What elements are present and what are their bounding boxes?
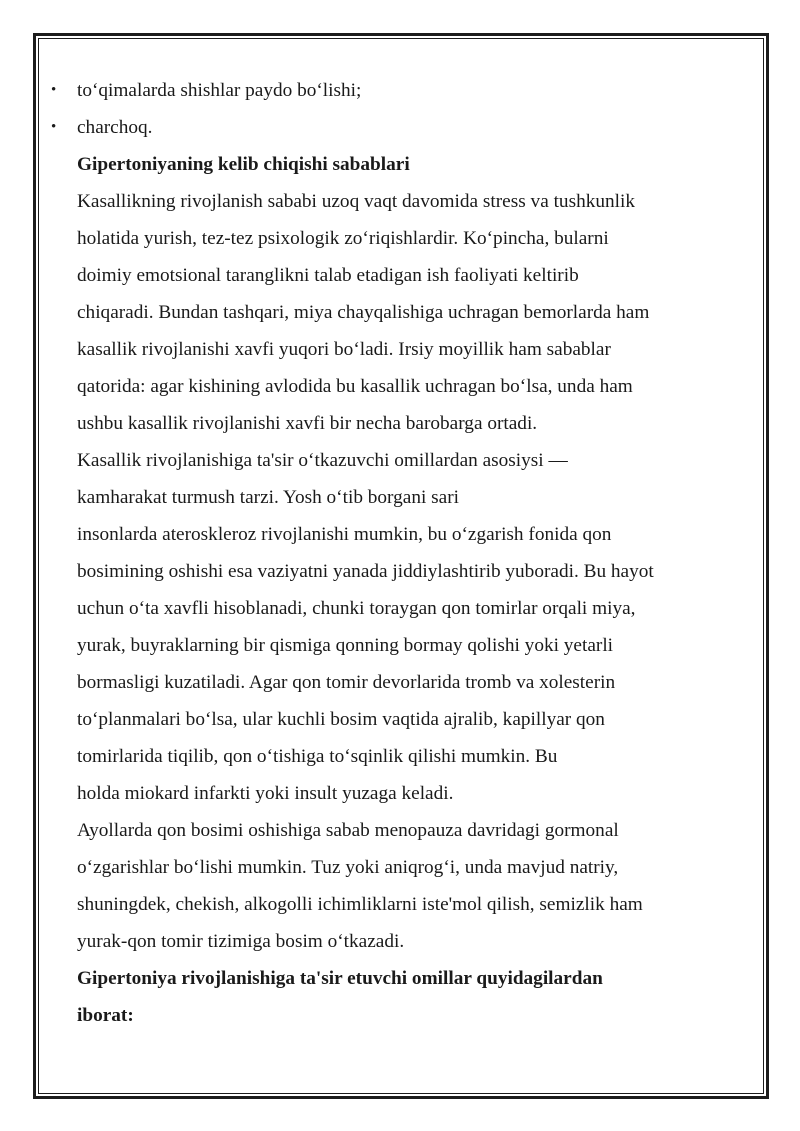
bullet-icon: • (51, 82, 57, 98)
text-line: Ayollarda qon bosimi oshishiga sabab menopauza davridagi gormonal (77, 820, 619, 841)
text-line: yurak-qon tomir tizimiga bosim o‘tkazadi. (77, 931, 405, 952)
symptom-list (51, 72, 727, 146)
list-item (51, 109, 727, 146)
text-line: Kasallik rivojlanishiga ta'sir o‘tkazuvchi omillardan asosiysi — (77, 450, 568, 471)
heading-line: iborat: (77, 1005, 134, 1026)
text-line: qatorida: agar kishining avlodida bu kasallik uchragan bo‘lsa, unda ham (77, 376, 633, 397)
paragraph-causes (77, 183, 727, 442)
paragraph-women (77, 812, 727, 960)
text-line: uchun o‘ta xavfli hisoblanadi, chunki toraygan qon tomirlar orqali miya, (77, 598, 636, 619)
text-line: shuningdek, chekish, alkogolli ichimliklarni iste'mol qilish, semizlik ham (77, 894, 643, 915)
text-line: o‘zgarishlar bo‘lishi mumkin. Tuz yoki aniqrog‘i, unda mavjud natriy, (77, 857, 619, 878)
text-line: kasallik rivojlanishi xavfi yuqori bo‘ladi. Irsiy moyillik ham sabablar (77, 339, 611, 360)
text-line: kamharakat turmush tarzi. Yosh o‘tib borgani sari (77, 487, 459, 508)
list-item-text: to‘qimalarda shishlar paydo bo‘lishi; (77, 80, 362, 101)
text-line: yurak, buyraklarning bir qismiga qonning bormay qolishi yoki yetarli (77, 635, 614, 656)
text-line: bormasligi kuzatiladi. Agar qon tomir devorlarida tromb va xolesterin (77, 672, 616, 693)
text-line: Kasallikning rivojlanish sababi uzoq vaqt davomida stress va tushkunlik (77, 191, 635, 212)
section-heading-causes: Gipertoniyaning kelib chiqishi sabablari (77, 154, 410, 175)
text-line: bosimining oshishi esa vaziyatni yanada jiddiylashtirib yuboradi. Bu hayot (77, 561, 654, 582)
text-line: tomirlarida tiqilib, qon o‘tishiga to‘sqinlik qilishi mumkin. Bu (77, 746, 558, 767)
text-line: ushbu kasallik rivojlanishi xavfi bir necha barobarga ortadi. (77, 413, 538, 434)
list-item (51, 72, 727, 109)
text-line: insonlarda ateroskleroz rivojlanishi mumkin, bu o‘zgarish fonida qon (77, 524, 612, 545)
bullet-icon: • (51, 119, 57, 135)
text-line: chiqaradi. Bundan tashqari, miya chayqalishiga uchragan bemorlarda ham (77, 302, 650, 323)
heading-line: Gipertoniya rivojlanishiga ta'sir etuvchi omillar quyidagilardan (77, 968, 603, 989)
paragraph-lifestyle (77, 442, 727, 812)
text-line: to‘planmalari bo‘lsa, ular kuchli bosim vaqtida ajralib, kapillyar qon (77, 709, 605, 730)
text-line: doimiy emotsional taranglikni talab etadigan ish faoliyati keltirib (77, 265, 579, 286)
text-line: holatida yurish, tez-tez psixologik zo‘riqishlardir. Ko‘pincha, bularni (77, 228, 609, 249)
list-item-text: charchoq. (77, 117, 153, 138)
text-line: holda miokard infarkti yoki insult yuzaga keladi. (77, 783, 454, 804)
section-heading-factors (77, 960, 727, 1034)
document-body (51, 72, 727, 1034)
